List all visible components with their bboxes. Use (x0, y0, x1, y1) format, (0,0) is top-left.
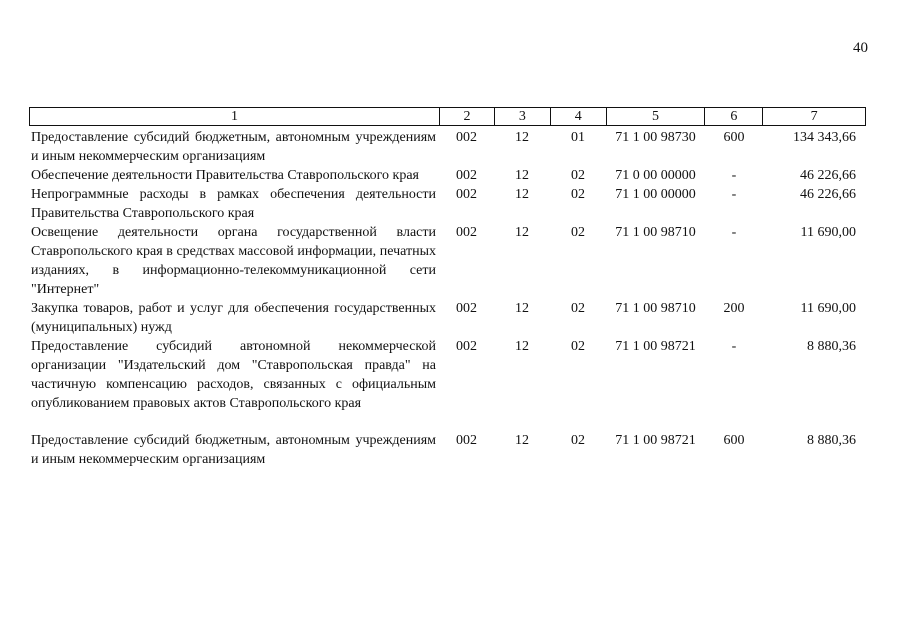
row-code-3: 12 (515, 301, 529, 316)
row-code-2: 002 (456, 168, 477, 183)
row-code-3: 12 (515, 168, 529, 183)
header-col-3: 3 (494, 108, 550, 125)
header-col-6: 6 (704, 108, 762, 125)
row-amount: 8 880,36 (807, 339, 856, 354)
table-body (29, 128, 866, 469)
row-code-4: 02 (571, 339, 585, 354)
row-code-3: 12 (515, 225, 529, 240)
row-description: Предоставление субсидий автономной некоммерческой организации "Издательский дом "Ставропольская правда" на частичную компенсацию расходов, связанных с официальным опубликованием правовых актов Ставропольского края (31, 339, 436, 411)
row-code-5: 71 1 00 98730 (615, 130, 696, 145)
row-code-3: 12 (515, 433, 529, 448)
table-row (29, 337, 866, 413)
row-description: Непрограммные расходы в рамках обеспечения деятельности Правительства Ставропольского края (31, 187, 436, 221)
row-code-6: 600 (723, 130, 745, 145)
row-code-2: 002 (456, 433, 477, 448)
row-code-4: 02 (571, 433, 585, 448)
table-row (29, 166, 866, 185)
row-code-2: 002 (456, 225, 477, 240)
row-code-5: 71 1 00 98721 (615, 433, 696, 448)
row-code-2: 002 (456, 339, 477, 354)
row-code-6: - (731, 225, 737, 240)
row-code-4: 02 (571, 301, 585, 316)
header-col-2: 2 (439, 108, 494, 125)
table-row (29, 431, 866, 469)
row-description: Закупка товаров, работ и услуг для обеспечения государственных (муниципальных) нужд (31, 301, 436, 335)
row-code-5: 71 1 00 00000 (615, 187, 696, 202)
row-code-6: - (731, 187, 737, 202)
row-code-3: 12 (515, 130, 529, 145)
row-spacer (29, 413, 866, 431)
table-row (29, 299, 866, 337)
row-code-2: 002 (456, 130, 477, 145)
header-col-7: 7 (762, 108, 865, 125)
table-row (29, 128, 866, 166)
row-amount: 11 690,00 (800, 225, 856, 240)
row-code-5: 71 1 00 98710 (615, 225, 696, 240)
row-code-3: 12 (515, 187, 529, 202)
row-code-6: - (731, 339, 737, 354)
row-code-4: 02 (571, 187, 585, 202)
row-code-6: 600 (723, 433, 745, 448)
row-code-5: 71 1 00 98721 (615, 339, 696, 354)
row-code-3: 12 (515, 339, 529, 354)
row-code-6: 200 (723, 301, 745, 316)
row-description: Предоставление субсидий бюджетным, автономным учреждениям и иным некоммерческим организациям (31, 130, 436, 164)
row-amount: 46 226,66 (800, 187, 856, 202)
row-code-6: - (731, 168, 737, 183)
row-amount: 46 226,66 (800, 168, 856, 183)
table-row (29, 223, 866, 299)
row-description: Освещение деятельности органа государственной власти Ставропольского края в средствах массовой информации, печатных изданиях, в информационно-телекоммуникационной сети "Интернет" (31, 225, 436, 297)
row-description: Предоставление субсидий бюджетным, автономным учреждениям и иным некоммерческим организациям (31, 433, 436, 467)
row-code-5: 71 1 00 98710 (615, 301, 696, 316)
row-code-4: 02 (571, 225, 585, 240)
header-col-1: 1 (231, 108, 238, 124)
table-header (29, 107, 866, 126)
table-row (29, 185, 866, 223)
row-amount: 134 343,66 (793, 130, 856, 145)
row-amount: 11 690,00 (800, 301, 856, 316)
row-code-4: 01 (571, 130, 585, 145)
header-col-5: 5 (606, 108, 705, 125)
row-code-2: 002 (456, 301, 477, 316)
row-amount: 8 880,36 (807, 433, 856, 448)
row-code-5: 71 0 00 00000 (615, 168, 696, 183)
row-code-2: 002 (456, 187, 477, 202)
page-number: 40 (853, 40, 868, 56)
row-code-4: 02 (571, 168, 585, 183)
header-col-4: 4 (550, 108, 606, 125)
row-description: Обеспечение деятельности Правительства Ставропольского края (31, 168, 419, 183)
